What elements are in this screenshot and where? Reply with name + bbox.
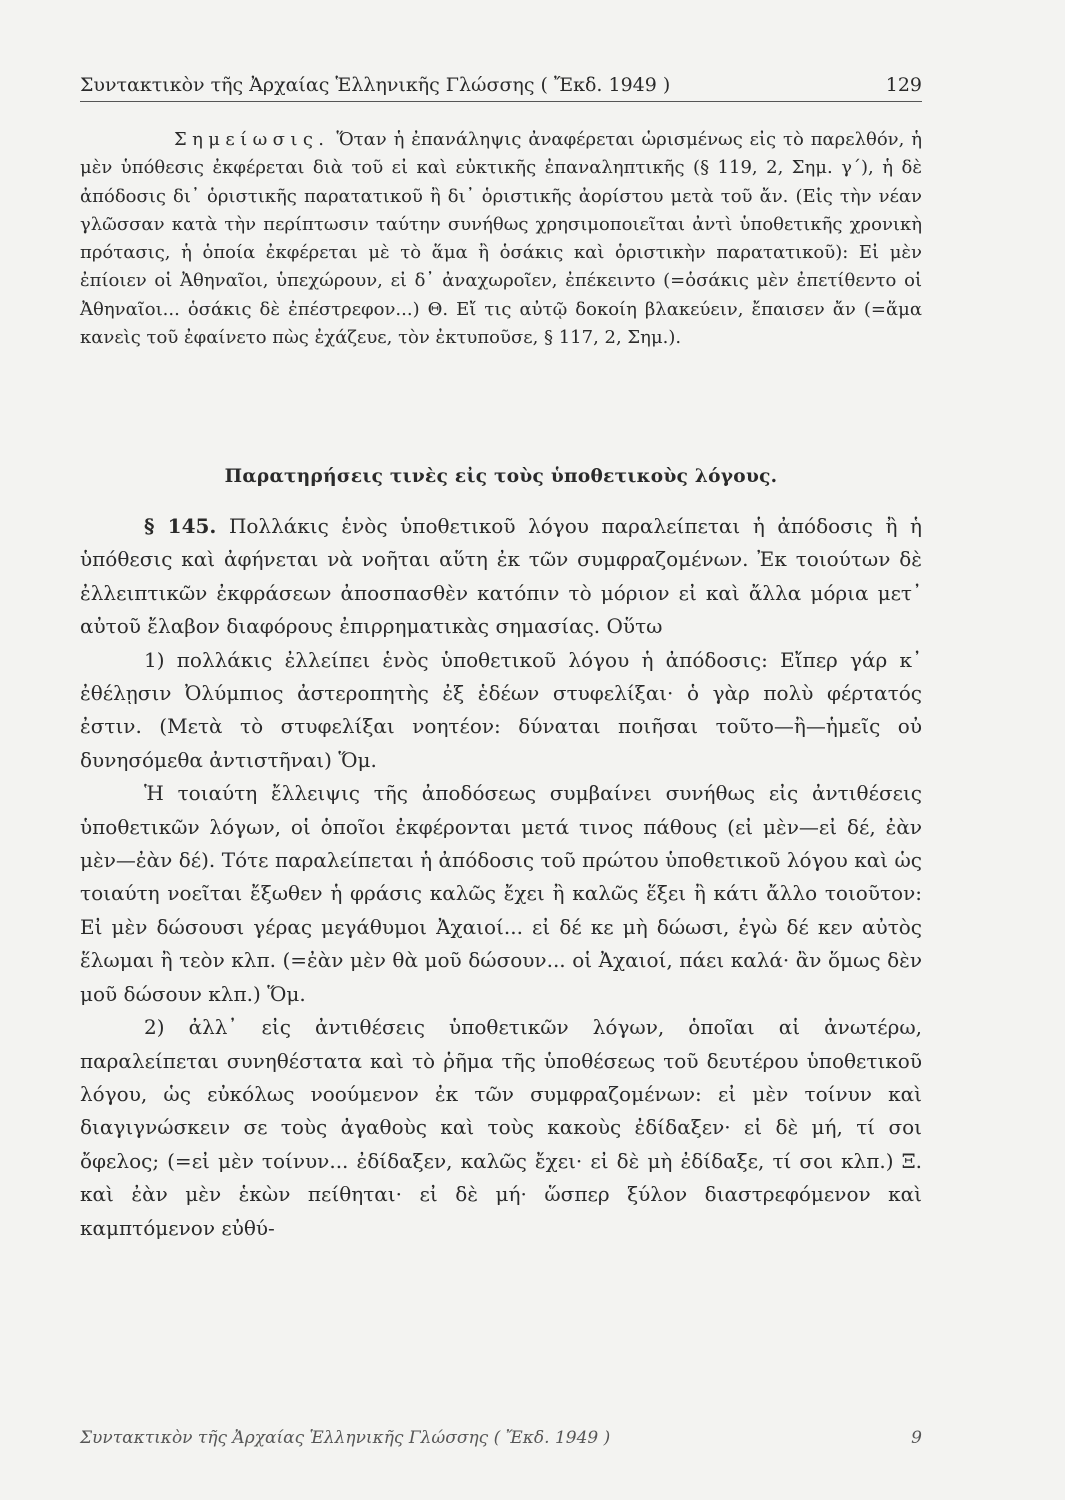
section-paragraph-2: 1) πολλάκις ἐλλείπει ἑνὸς ὑποθετικοῦ λόγου ἡ ἀπόδοσις: Εἴπερ γάρ κ᾽ ἐθέλῃσιν Ὀλύμπιος ἀστεροπητὴς ἐξ ἑδέων στυφελίξαι· ὁ γὰρ πολὺ φέρτατός ἐστιν. (Μετὰ τὸ στυφελίξαι νοητέον: δύναται ποιῆσαι τοῦτο—ἢ—ἡμεῖς οὐ δυνησόμεθα ἀντιστῆναι) Ὅμ. (80, 647, 922, 772)
header-title: Συντακτικὸν τῆς Ἀρχαίας Ἑλληνικῆς Γλώσσης ( Ἔκδ. 1949 ) (80, 74, 671, 96)
header-rule (80, 101, 922, 102)
footer-title: Συντακτικὸν τῆς Ἀρχαίας Ἑλληνικῆς Γλώσσης ( Ἔκδ. 1949 ) (80, 1428, 611, 1448)
section-145 (80, 510, 922, 1245)
section-paragraph-3: Ἡ τοιαύτη ἔλλειψις τῆς ἀποδόσεως συμβαίνει συνήθως εἰς ἀντιθέσεις ὑποθετικῶν λόγων, οἱ ὁποῖοι ἐκφέρονται μετά τινος πάθους (εἰ μὲν—εἰ δέ, ἐὰν μὲν—ἐὰν δέ). Τότε παραλείπεται ἡ ἀπόδοσις τοῦ πρώτου ὑποθετικοῦ λόγου καὶ ὡς τοιαύτη νοεῖται ἔξωθεν ἡ φράσις καλῶς ἔχει ἢ καλῶς ἕξει ἢ κάτι ἄλλο τοιοῦτον: Εἰ μὲν δώσουσι γέρας μεγάθυμοι Ἀχαιοί... εἰ δέ κε μὴ δώωσι, ἐγὼ δέ κεν αὐτὸς ἕλωμαι ἢ τεὸν κλπ. (=ἐὰν μὲν θὰ μοῦ δώσουν... οἱ Ἀχαιοί, πάει καλά· ἂν ὅμως δὲν μοῦ δώσουν κλπ.) Ὅμ. (80, 781, 922, 1006)
note-paragraph (80, 126, 922, 352)
note-label: Σημείωσις. (174, 129, 330, 150)
section-subheading: Παρατηρήσεις τινὲς εἰς τοὺς ὑποθετικοὺς λόγους. (224, 466, 778, 487)
page-number: 129 (885, 74, 922, 96)
footer-signature-number: 9 (911, 1428, 922, 1448)
footer-signature-line (80, 1418, 922, 1448)
section-number: § 145. (144, 514, 217, 538)
running-header (80, 62, 922, 96)
section-paragraph-1: Πολλάκις ἑνὸς ὑποθετικοῦ λόγου παραλείπεται ἡ ἀπόδοσις ἢ ἡ ὑπόθεσις καὶ ἀφήνεται νὰ νοῆται αὕτη ἐκ τῶν συμφραζομένων. Ἐκ τοιούτων δὲ ἐλλειπτικῶν ἐκφράσεων ἀποσπασθὲν κατόπιν τὸ μόριον εἰ καὶ ἄλλα μόρια μετ᾽ αὐτοῦ ἔλαβον διαφόρους ἐπιρρηματικὰς σημασίας. Οὕτω (80, 514, 922, 639)
section-paragraph-4: 2) ἀλλ᾽ εἰς ἀντιθέσεις ὑποθετικῶν λόγων, ὁποῖαι αἱ ἀνωτέρω, παραλείπεται συνηθέστατα καὶ τὸ ῥῆμα τῆς ὑποθέσεως τοῦ δευτέρου ὑποθετικοῦ λόγου, ὡς εὐκόλως νοούμενον ἐκ τῶν συμφραζομένων: εἰ μὲν τοίνυν καὶ διαγιγνώσκειν σε τοὺς ἀγαθοὺς καὶ τοὺς κακοὺς ἐδίδαξεν· εἰ δὲ μή, τί σοι ὄφελος; (=εἰ μὲν τοίνυν... ἐδίδαξεν, καλῶς ἔχει· εἰ δὲ μὴ ἐδίδαξε, τί σοι κλπ.) Ξ. καὶ ἐὰν μὲν ἑκὼν πείθηται· εἰ δὲ μή· ὥσπερ ξύλον διαστρεφόμενον καὶ καμπτόμενον εὐθύ- (80, 1015, 922, 1240)
note-text: Ὅταν ἡ ἐπανάληψις ἀναφέρεται ὡρισμένως εἰς τὸ παρελθόν, ἡ μὲν ὑπόθεσις ἐκφέρεται διὰ τοῦ εἰ καὶ εὐκτικῆς ἐπαναληπτικῆς (§ 119, 2, Σημ. γ΄), ἡ δὲ ἀπόδοσις δι᾽ ὁριστικῆς παρατατικοῦ ἢ δι᾽ ὁριστικῆς ἀορίστου μετὰ τοῦ ἄν. (Εἰς τὴν νέαν γλῶσσαν κατὰ τὴν περίπτωσιν ταύτην συνήθως χρησιμοποιεῖται ἀντὶ ὑποθετικῆς χρονικὴ πρότασις, ἡ ὁποία ἐκφέρεται μὲ τὸ ἅμα ἢ ὁσάκις καὶ ὁριστικὴν παρατατικοῦ): Εἰ μὲν ἐπίοιεν οἱ Ἀθηναῖοι, ὑπεχώρουν, εἰ δ᾽ ἀναχωροῖεν, ἐπέκειντο (=ὁσάκις μὲν ἐπετίθεντο οἱ Ἀθηναῖοι... ὁσάκις δὲ ἐπέστρεφον...) Θ. Εἴ τις αὐτῷ δοκοίη βλακεύειν, ἔπαισεν ἄν (=ἅμα κανεὶς τοῦ ἐφαίνετο πὼς ἐχάζευε, τὸν ἐκτυποῦσε, § 117, 2, Σημ.). (80, 129, 922, 349)
